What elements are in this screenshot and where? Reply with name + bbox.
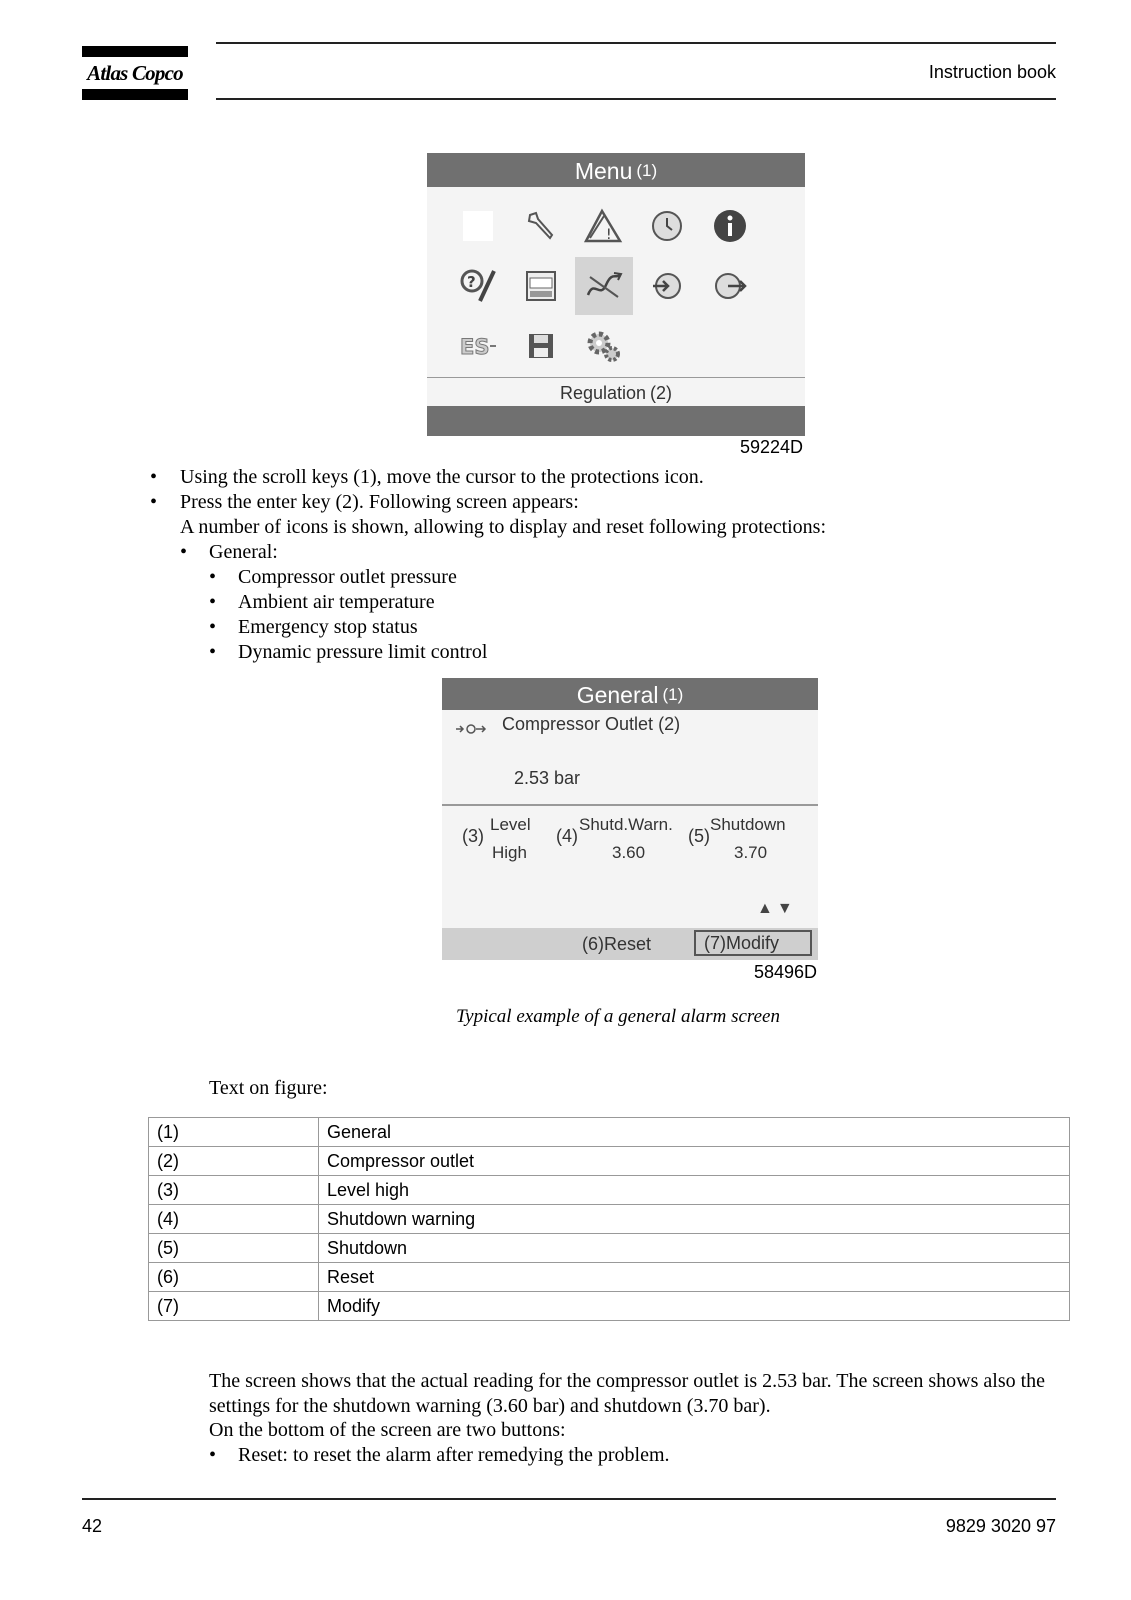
legend-text: Shutdown warning xyxy=(319,1205,1070,1234)
bullet: • xyxy=(150,466,158,488)
legend-ref: (6) xyxy=(149,1263,319,1292)
output-icon xyxy=(701,257,759,315)
legend-text: Modify xyxy=(319,1292,1070,1321)
warning-icon xyxy=(575,197,633,255)
figure-caption: Typical example of a general alarm screen xyxy=(456,1006,780,1027)
header-rule-top xyxy=(216,42,1056,44)
settings-icon xyxy=(575,317,633,375)
svg-text:?: ? xyxy=(467,273,476,291)
general-screen-title: General (1) xyxy=(442,678,818,710)
header-title: Instruction book xyxy=(928,62,1056,82)
general-item: Ambient air temperature xyxy=(238,591,435,613)
bullet: • xyxy=(209,641,217,663)
legend-table xyxy=(148,1117,1070,1321)
general-screen-figure xyxy=(442,678,818,960)
scroll-arrows-icon: ▲▼ xyxy=(757,900,797,917)
legend-ref: (4) xyxy=(149,1205,319,1234)
bullet: • xyxy=(150,491,158,513)
legend-ref: (7) xyxy=(149,1292,319,1321)
page-number: 42 xyxy=(82,1516,103,1536)
step-1: Using the scroll keys (1), move the cursor to the protections icon. xyxy=(180,466,704,488)
menu-screen-title: Menu (1) xyxy=(427,153,805,187)
step-2: Press the enter key (2). Following screen appears: xyxy=(180,491,579,513)
input-icon xyxy=(638,257,696,315)
callout-3: (3) xyxy=(462,826,484,846)
paragraph-1: The screen shows that the actual reading for the compressor outlet is 2.53 bar. The screen shows also the settings for the shutdown warning (3.60 bar) and shutdown (3.70 bar). xyxy=(209,1370,1046,1417)
legend-ref: (3) xyxy=(149,1176,319,1205)
es-icon xyxy=(449,317,507,375)
legend-ref: (1) xyxy=(149,1118,319,1147)
general-item: Compressor outlet pressure xyxy=(238,566,457,588)
bullet: • xyxy=(209,616,217,638)
intro-text: A number of icons is shown, allowing to display and reset following protections: xyxy=(180,516,827,538)
callout-5: (5) xyxy=(688,826,710,846)
level-value: High xyxy=(492,843,527,862)
table-row xyxy=(149,1263,1070,1292)
table-row xyxy=(149,1176,1070,1205)
atlas-copco-logo xyxy=(82,46,188,100)
bullet: • xyxy=(209,566,217,588)
text-on-figure-label: Text on figure: xyxy=(209,1077,328,1099)
legend-ref: (5) xyxy=(149,1234,319,1263)
header-rule-bottom xyxy=(216,98,1056,100)
blank-icon xyxy=(449,197,507,255)
bullet: • xyxy=(209,1444,217,1466)
service-icon xyxy=(449,257,507,315)
info-icon xyxy=(701,197,759,255)
legend-text: General xyxy=(319,1118,1070,1147)
save-icon xyxy=(512,317,570,375)
legend-text: Compressor outlet xyxy=(319,1147,1070,1176)
shutdown-value: 3.70 xyxy=(734,843,768,862)
legend-ref: (2) xyxy=(149,1147,319,1176)
bullet: • xyxy=(180,541,188,563)
regulation-icon xyxy=(575,257,633,315)
table-row xyxy=(149,1205,1070,1234)
table-row xyxy=(149,1292,1070,1321)
level-label: Level xyxy=(490,815,531,834)
svg-text:!: ! xyxy=(606,227,612,243)
general-label: General: xyxy=(209,541,278,563)
button-description: Reset: to reset the alarm after remedying the problem. xyxy=(238,1444,670,1466)
table-row xyxy=(149,1118,1070,1147)
general-item: Emergency stop status xyxy=(238,616,418,638)
modify-button[interactable]: (7)Modify xyxy=(694,930,812,956)
legend-text: Reset xyxy=(319,1263,1070,1292)
general-item: Dynamic pressure limit control xyxy=(238,641,488,663)
figure-code-general: 58496D xyxy=(754,962,818,982)
compressor-outlet-label: Compressor Outlet (2) xyxy=(502,714,681,734)
document-number: 9829 3020 97 xyxy=(945,1516,1056,1536)
footer-rule xyxy=(82,1498,1056,1500)
pressure-sensor-icon xyxy=(455,722,487,739)
svg-text:ES: ES xyxy=(460,335,490,359)
paragraph-2: On the bottom of the screen are two buttons: xyxy=(209,1419,566,1441)
shutdown-warning-value: 3.60 xyxy=(612,843,646,862)
logo-text: Atlas Copco xyxy=(87,61,183,85)
compressor-outlet-value: 2.53 bar xyxy=(514,768,581,788)
figure-code-menu: 59224D xyxy=(740,437,804,457)
legend-text: Shutdown xyxy=(319,1234,1070,1263)
reset-button[interactable]: (6)Reset xyxy=(582,934,652,954)
legend-text: Level high xyxy=(319,1176,1070,1205)
bullet: • xyxy=(209,591,217,613)
table-row xyxy=(149,1147,1070,1176)
callout-4: (4) xyxy=(556,826,578,846)
menu-screen-figure xyxy=(427,153,805,436)
shutdown-warning-label: Shutd.Warn. xyxy=(579,815,673,834)
shutdown-label: Shutdown xyxy=(710,815,786,834)
table-row xyxy=(149,1234,1070,1263)
counter-icon xyxy=(512,257,570,315)
wrench-icon xyxy=(512,197,570,255)
clock-icon xyxy=(638,197,696,255)
menu-selected-label: Regulation (2) xyxy=(559,383,673,403)
